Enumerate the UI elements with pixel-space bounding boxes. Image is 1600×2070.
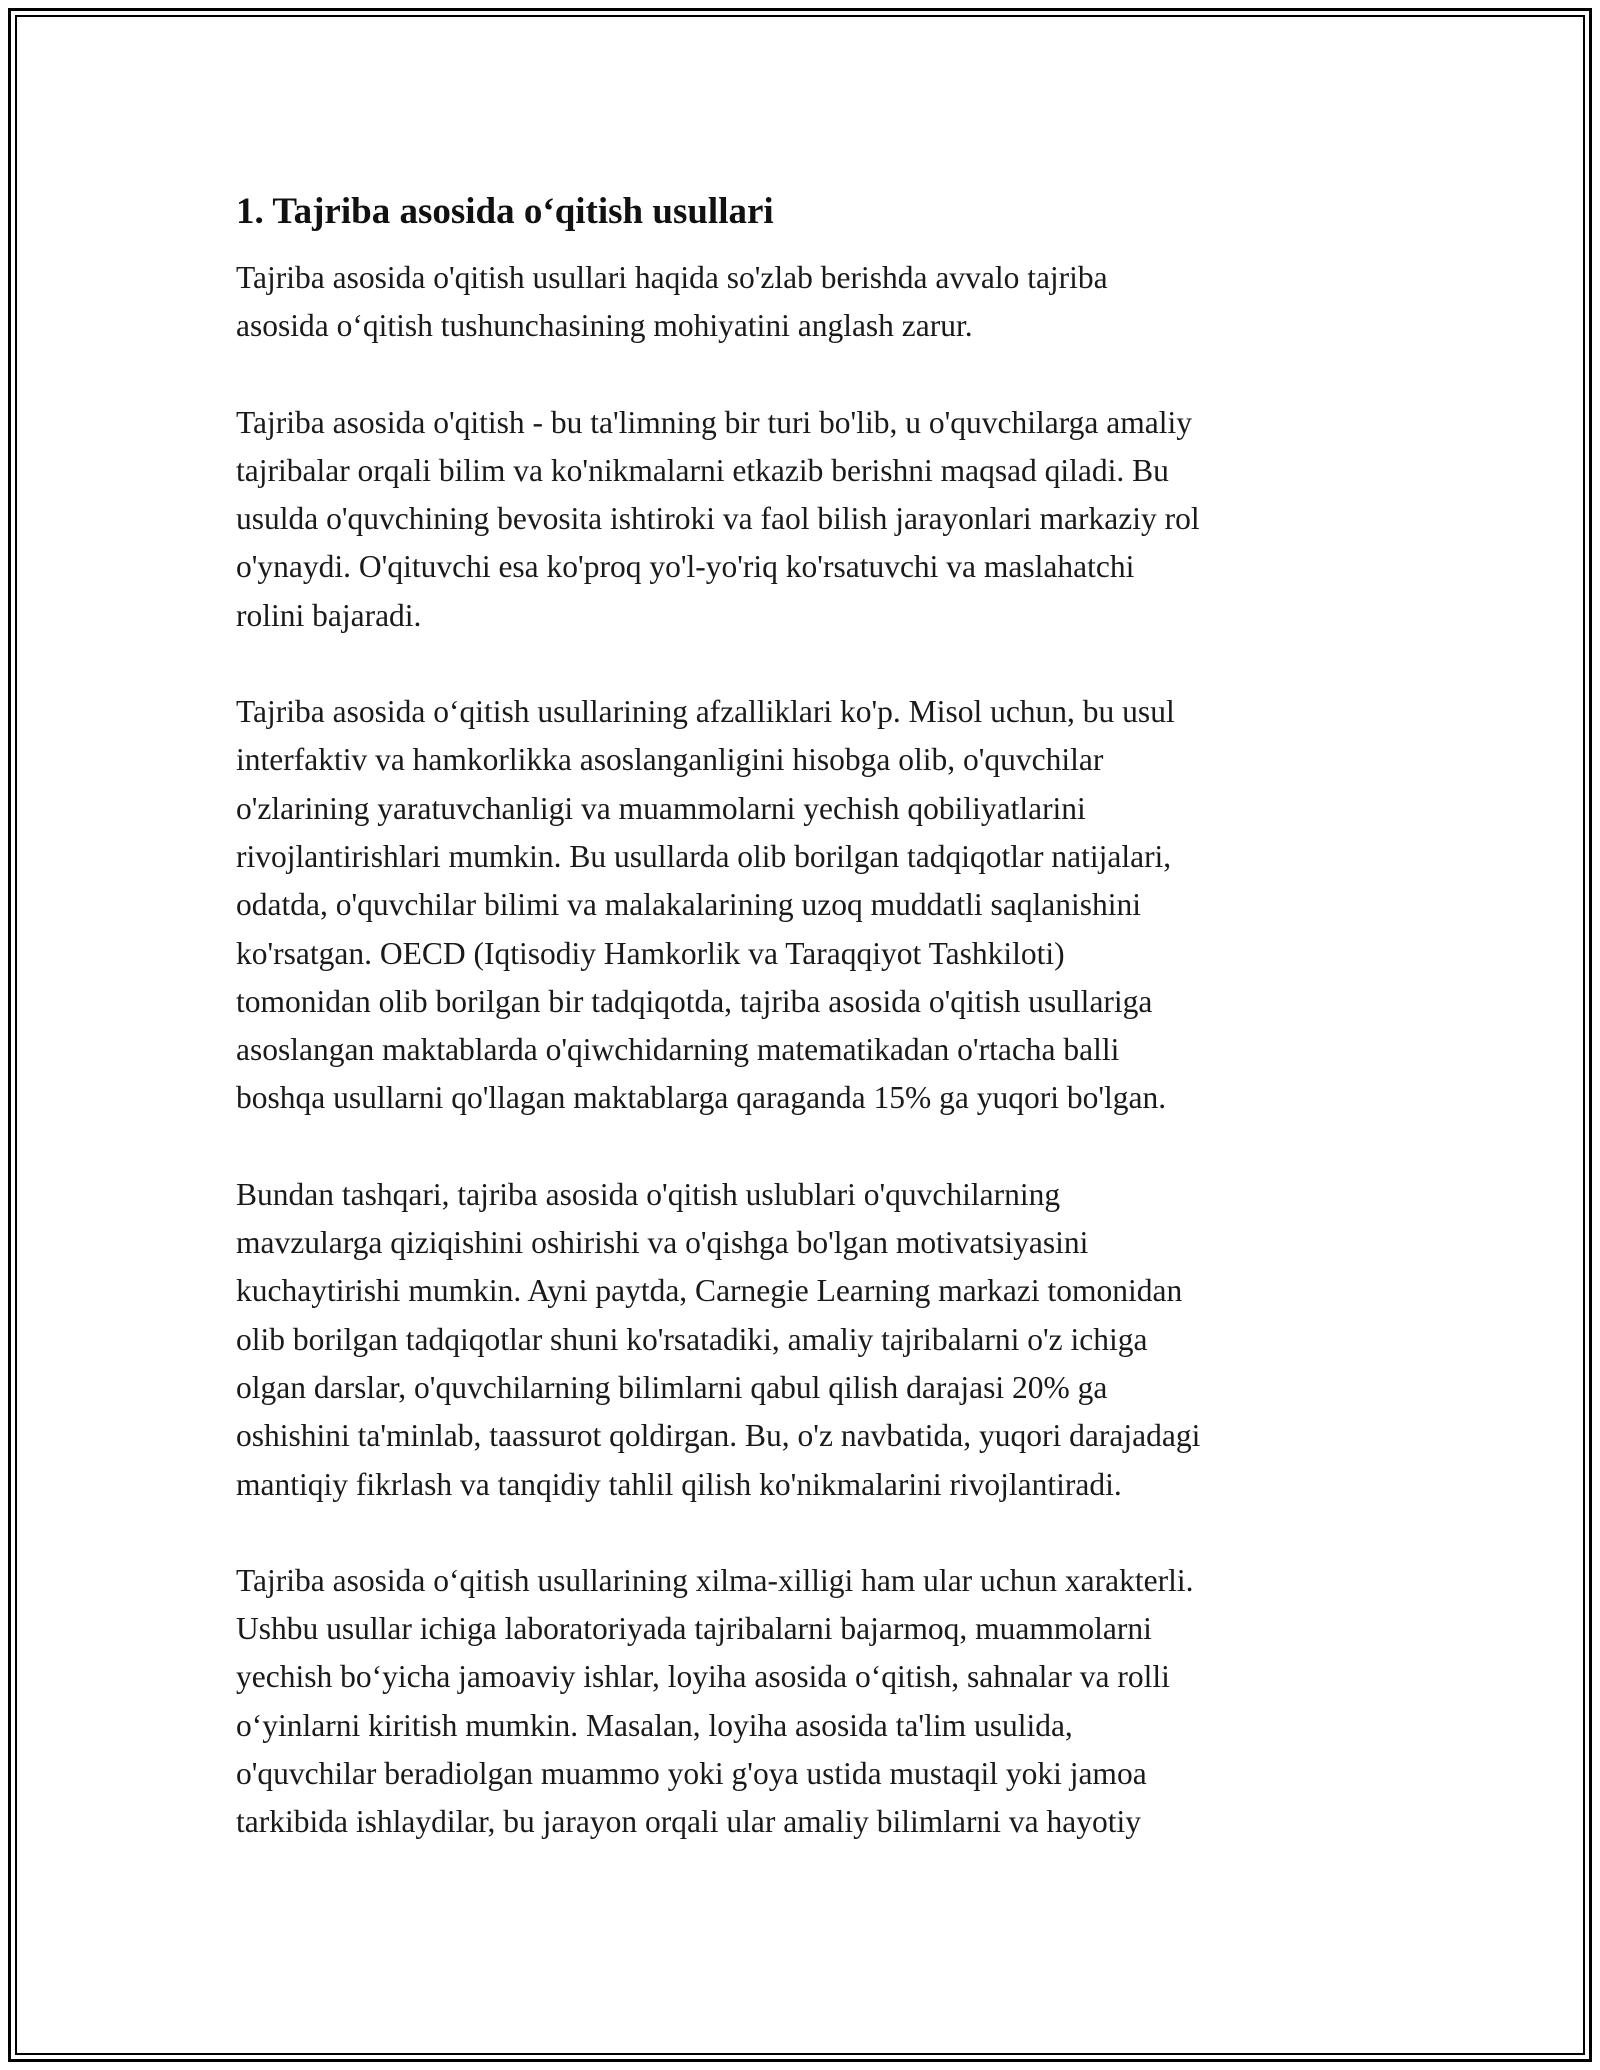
paragraph-line: o'ynaydi. O'qituvchi esa ko'proq yo'l-yo'riq ko'rsatuvchi va maslahatchi: [236, 549, 1135, 585]
paragraph-line: olib borilgan tadqiqotlar shuni ko'rsatadiki, amaliy tajribalarni o'z ichiga: [236, 1321, 1148, 1357]
document-body: [236, 188, 1366, 1895]
section-heading: 1. Tajriba asosida o‘qitish usullari: [236, 191, 774, 232]
paragraph-line: asosida o‘qitish tushunchasining mohiyatini anglash zarur.: [236, 308, 973, 344]
paragraph-line: Bundan tashqari, tajriba asosida o'qitish uslublari o'quvchilarning: [236, 1176, 1061, 1212]
paragraph-line: mantiqiy fikrlash va tanqidiy tahlil qilish ko'nikmalarini rivojlantiradi.: [236, 1466, 1122, 1502]
paragraph-line: interfaktiv va hamkorlikka asoslanganligini hisobga olib, o'quvchilar: [236, 742, 1104, 778]
paragraph-4: [236, 1171, 1366, 1509]
paragraph-line: odatda, o'quvchilar bilimi va malakalarining uzoq muddatli saqlanishini: [236, 887, 1141, 923]
paragraph-line: Tajriba asosida o'qitish usullari haqida so'zlab berishda avvalo tajriba: [236, 260, 1108, 295]
paragraph-line: olgan darslar, o'quvchilarning bilimlarni qabul qilish darajasi 20% ga: [236, 1369, 1108, 1405]
paragraph-line: oshishini ta'minlab, taassurot qoldirgan. Bu, o'z navbatida, yuqori darajadagi: [236, 1418, 1201, 1454]
paragraph-1: [236, 254, 1366, 351]
paragraph-line: tarkibida ishlaydilar, bu jarayon orqali ular amaliy bilimlarni va hayotiy: [236, 1804, 1141, 1840]
paragraph-line: Tajriba asosida o‘qitish usullarining afzalliklari ko'p. Misol uchun, bu usul: [236, 694, 1175, 730]
paragraph-line: o‘yinlarni kiritish mumkin. Masalan, loyiha asosida ta'lim usulida,: [236, 1707, 1073, 1743]
paragraph-line: rivojlantirishlari mumkin. Bu usullarda olib borilgan tadqiqotlar natijalari,: [236, 838, 1172, 874]
paragraph-line: o'quvchilar beradiolgan muammo yoki g'oya ustida mustaqil yoki jamoa: [236, 1756, 1147, 1792]
paragraph-2: [236, 399, 1366, 640]
paragraph-line: usulda o'quvchining bevosita ishtiroki va faol bilish jarayonlari markaziy rol: [236, 501, 1200, 537]
paragraph-line: o'zlarining yaratuvchanligi va muammolarni yechish qobiliyatlarini: [236, 790, 1086, 826]
paragraph-line: yechish bo‘yicha jamoaviy ishlar, loyiha asosida o‘qitish, sahnalar va rolli: [236, 1659, 1170, 1695]
paragraph-line: tajribalar orqali bilim va ko'nikmalarni etkazib berishni maqsad qiladi. Bu: [236, 452, 1169, 488]
paragraph-line: kuchaytirishi mumkin. Ayni paytda, Carnegie Learning markazi tomonidan: [236, 1273, 1183, 1309]
paragraph-5: [236, 1557, 1366, 1847]
paragraph-line: Ushbu usullar ichiga laboratoriyada tajribalarni bajarmoq, muammolarni: [236, 1611, 1152, 1647]
paragraph-line: tomonidan olib borilgan bir tadqiqotda, tajriba asosida o'qitish usullariga: [236, 983, 1153, 1019]
paragraph-line: boshqa usullarni qo'llagan maktablarga qaraganda 15% ga yuqori bo'lgan.: [236, 1080, 1167, 1116]
paragraph-line: mavzularga qiziqishini oshirishi va o'qishga bo'lgan motivatsiyasini: [236, 1225, 1089, 1261]
paragraph-3: [236, 688, 1366, 1123]
paragraph-line: Tajriba asosida o'qitish - bu ta'limning bir turi bo'lib, u o'quvchilarga amaliy: [236, 404, 1192, 440]
paragraph-line: rolini bajaradi.: [236, 597, 422, 633]
paragraph-line: Tajriba asosida o‘qitish usullarining xilma-xilligi ham ular uchun xarakterli.: [236, 1562, 1194, 1598]
paragraph-line: ko'rsatgan. OECD (Iqtisodiy Hamkorlik va Taraqqiyot Tashkiloti): [236, 935, 1065, 971]
paragraph-line: asoslangan maktablarda o'qiwchidarning matematikadan o'rtacha balli: [236, 1032, 1120, 1068]
